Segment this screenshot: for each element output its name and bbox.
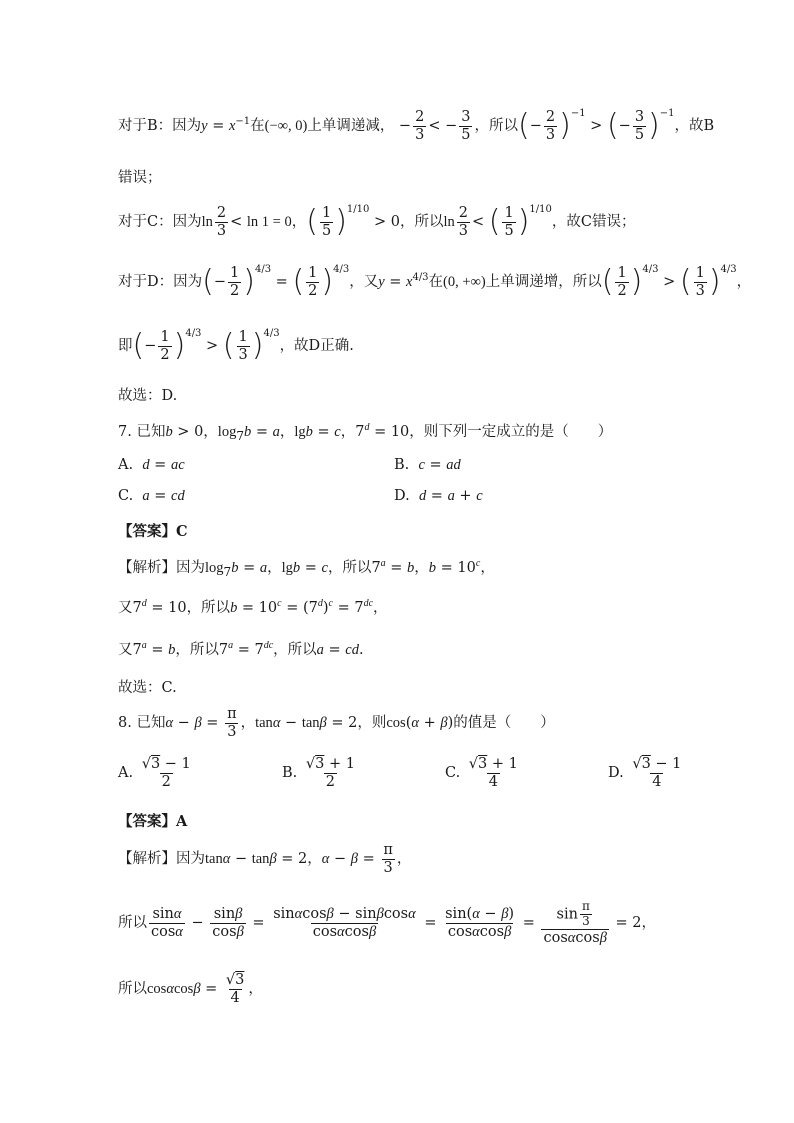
q8-option-c[interactable]: C. $\frac{√3 + 1}{4}$	[445, 756, 518, 790]
analysis-8-line3: 所以cosαcosβ = $\frac{√3}{4}$ ，	[118, 972, 263, 1006]
text-b1-prefix: 对于B：因为	[118, 118, 202, 134]
line-d1: 对于D：因为(− $\frac{1}{2}$ )$^{4/3}$ = ( $\frac{1}{2}$ )$^{4/3}$，又$y = x^{4/3}$在(0, +∞)上单调递增，所以( $\frac{1}{2}$ )$^{4/3}$ > ( $\frac{1}{3}$ )$^{4/3}$，	[118, 264, 752, 299]
line-d2: 即(− $\frac{1}{2}$ )$^{4/3}$ > ( $\frac{1}{3}$ )$^{4/3}$，故D正确.	[118, 328, 354, 363]
question-8: 8. 已知α − β = $\frac{\pi}{3}$ ，tanα − tanβ = 2，则cos(α + β)的值是（ ）	[118, 706, 555, 740]
question-7: 7. 已知b > 0，$\log_7b = a$，lgb = c，$7^d = 10$，则下列一定成立的是（ ）	[118, 422, 613, 443]
answer-7: 【答案】C	[118, 523, 188, 540]
q8-option-b[interactable]: B. $\frac{√3 + 1}{2}$	[282, 756, 355, 790]
q7-option-a[interactable]: A. d = ac	[118, 457, 185, 473]
line-b1: 对于B：因为$y = x^{-1}$在(−∞, 0)上单调递减， − $\frac{2}{3}$ < − $\frac{3}{5}$ ，所以(− $\frac{2}{3}$ )$^{-1}$ > (− $\frac{3}{5}$ )$^{-1}$，故B	[118, 108, 715, 143]
q7-option-b[interactable]: B. c = ad	[394, 457, 461, 473]
line-sel1: 故选：D.	[118, 388, 178, 404]
analysis-8-line1: 【解析】因为tanα − tanβ = 2，α − β = $\frac{\pi}{3}$ ，	[118, 842, 412, 876]
answer-8: 【答案】A	[118, 813, 188, 830]
line-c1: 对于C：因为ln $\frac{2}{3}$ < ln 1 = 0，( $\frac{1}{5}$ )$^{1/10}$ > 0，所以ln $\frac{2}{3}$ < ( $\frac{1}{5}$ )$^{1/10}$，故C错误；	[118, 204, 636, 239]
q8-option-d[interactable]: D. $\frac{√3 - 1}{4}$	[608, 756, 682, 790]
line-b2: 错误；	[118, 170, 162, 186]
analysis-7-line1: 【解析】因为$\log_7b = a$，lgb = c，所以$7^a = b$，$b = 10^c$，	[118, 558, 495, 579]
analysis-8-line2: 所以 $\frac{\sin\alpha}{\cos\alpha}$ − $\frac{\sin\beta}{\cos\beta}$ = $\frac{\sin\alpha\cos\beta - \sin\beta\cos\alpha}{\cos\alpha\cos\beta}$ = $\frac{\sin(\alpha - \beta)}{\cos\alpha\cos\beta}$ = sin $\frac{\pi}{3}$ cosαcosβ = 2，	[118, 899, 657, 946]
q7-option-d[interactable]: D. d = a + c	[394, 488, 483, 504]
analysis-7-line3: 又$7^a = b$，所以$7^a = 7^{dc}$，所以a = cd.	[118, 640, 364, 658]
q8-option-a[interactable]: A. $\frac{√3 - 1}{2}$	[118, 756, 191, 790]
analysis-7-line2: 又$7^d = 10$，所以$b = 10^c = (7^d)^c = 7^{dc}$，	[118, 598, 388, 616]
line-sel2: 故选：C.	[118, 680, 177, 696]
q7-option-c[interactable]: C. a = cd	[118, 488, 185, 504]
